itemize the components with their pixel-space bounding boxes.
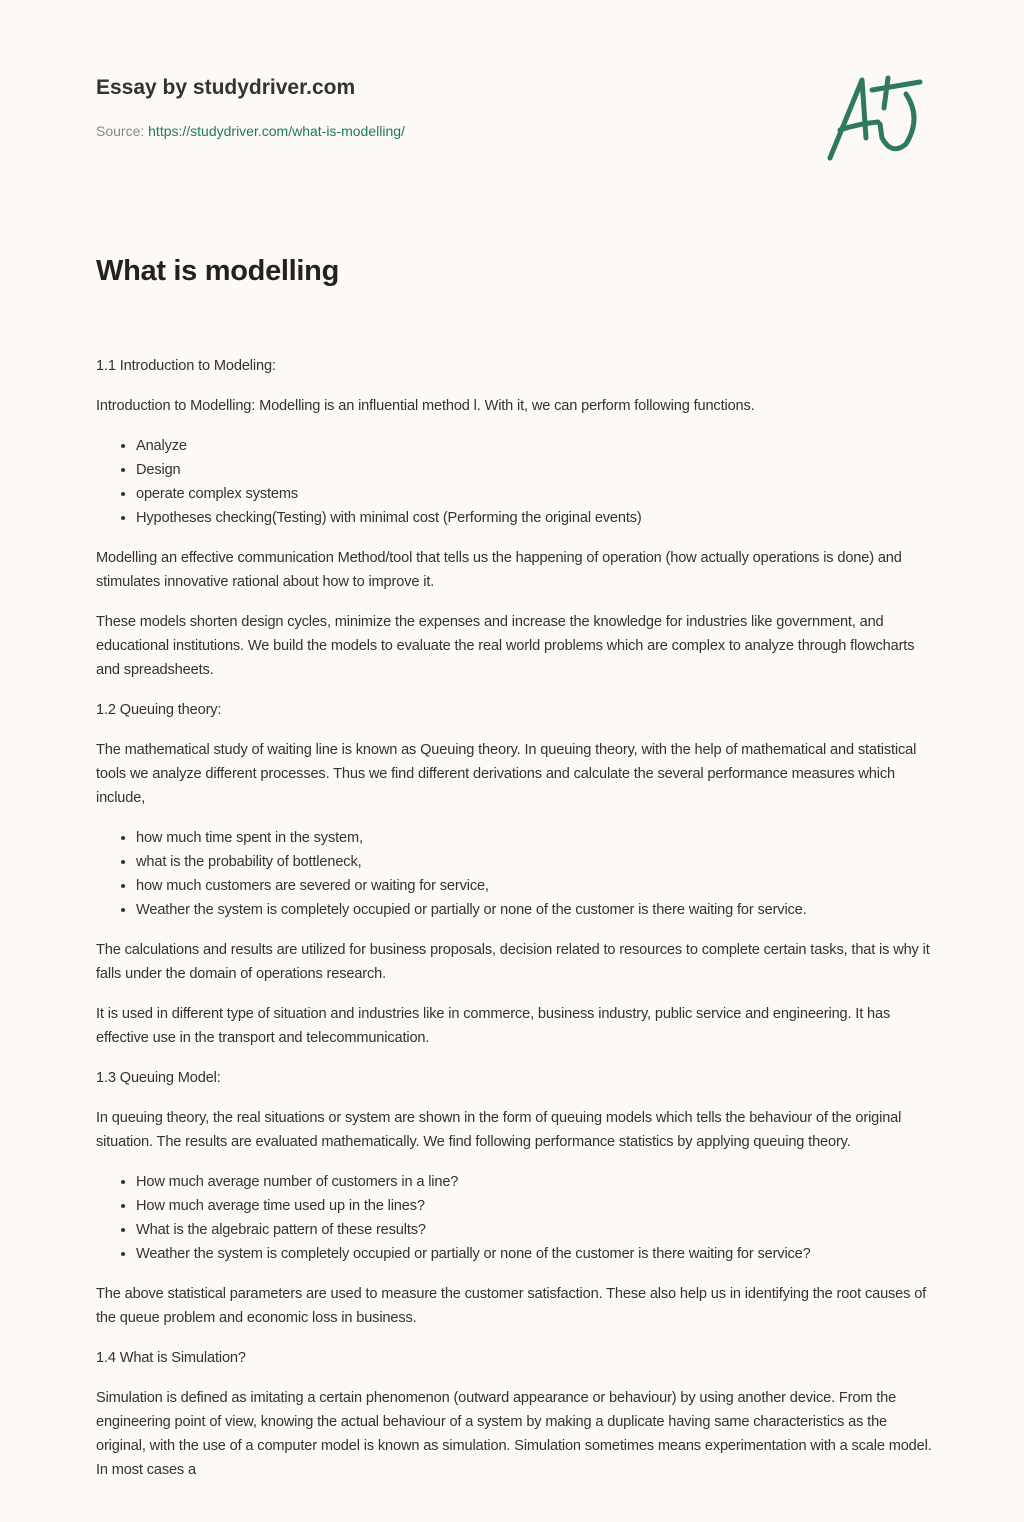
paragraph: 1.4 What is Simulation? [96,1350,246,1366]
bullet-list [96,826,936,922]
list-item: • How much average number of customers in a line? [136,1170,936,1194]
paragraph: It is used in different type of situation and industries like in commerce, business industry, public service and engineering. It has effective use in the transport and telecommunication. [96,1006,891,1046]
a-plus-logo-icon [822,68,932,168]
paragraph: The above statistical parameters are used to measure the customer satisfaction. These also help us in identifying the root causes of the queue problem and economic loss in business. [96,1286,927,1326]
list-item: • what is the probability of bottleneck, [136,850,936,874]
list-item: • Design [136,458,936,482]
bullet-list [96,1170,936,1266]
list-item: • operate complex systems [136,482,936,506]
brand-title: Essay by studydriver.com [96,76,356,99]
paragraph: Simulation is defined as imitating a certain phenomenon (outward appearance or behaviour) by using another device. From the engineering point of view, knowing the actual behaviour of a system by making a duplicate having same characteristics as the original, with the use of a computer model is known as simulation. Simulation sometimes means experimentation with a scale model. In most cases a [96,1390,932,1478]
page-title: What is modelling [96,255,340,287]
list-item: • how much customers are severed or waiting for service, [136,874,936,898]
paragraph: The calculations and results are utilized for business proposals, decision related to resources to complete certain tasks, that is why it falls under the domain of operations research. [96,942,930,982]
paragraph: 1.2 Queuing theory: [96,702,222,718]
list-item: • Weather the system is completely occupied or partially or none of the customer is there waiting for service? [136,1242,936,1266]
paragraph: The mathematical study of waiting line is known as Queuing theory. In queuing theory, with the help of mathematical and statistical tools we analyze different processes. Thus we find different derivations and calculate the several performance measures which include, [96,742,917,806]
paragraph: 1.1 Introduction to Modeling: [96,358,276,374]
list-item: • What is the algebraic pattern of these results? [136,1218,936,1242]
list-item: • Hypotheses checking(Testing) with minimal cost (Performing the original events) [136,506,936,530]
paragraph: Introduction to Modelling: Modelling is an influential method l. With it, we can perform following functions. [96,398,755,414]
paragraph: 1.3 Queuing Model: [96,1070,221,1086]
essay-body [96,354,936,1498]
list-item: • how much time spent in the system, [136,826,936,850]
bullet-list [96,434,936,530]
source-line [96,123,405,139]
source-label: Source: [96,123,145,139]
source-link[interactable]: https://studydriver.com/what-is-modelling/ [148,123,405,139]
paragraph: In queuing theory, the real situations or system are shown in the form of queuing models which tells the behaviour of the original situation. The results are evaluated mathematically. We find following performance statistics by applying queuing theory. [96,1110,902,1150]
paragraph: These models shorten design cycles, minimize the expenses and increase the knowledge for industries like government, and educational institutions. We build the models to evaluate the real world problems which are complex to analyze through flowcharts and spreadsheets. [96,614,915,678]
list-item: • How much average time used up in the lines? [136,1194,936,1218]
list-item: • Weather the system is completely occupied or partially or none of the customer is there waiting for service. [136,898,936,922]
list-item: • Analyze [136,434,936,458]
paragraph: Modelling an effective communication Method/tool that tells us the happening of operation (how actually operations is done) and stimulates innovative rational about how to improve it. [96,550,902,590]
